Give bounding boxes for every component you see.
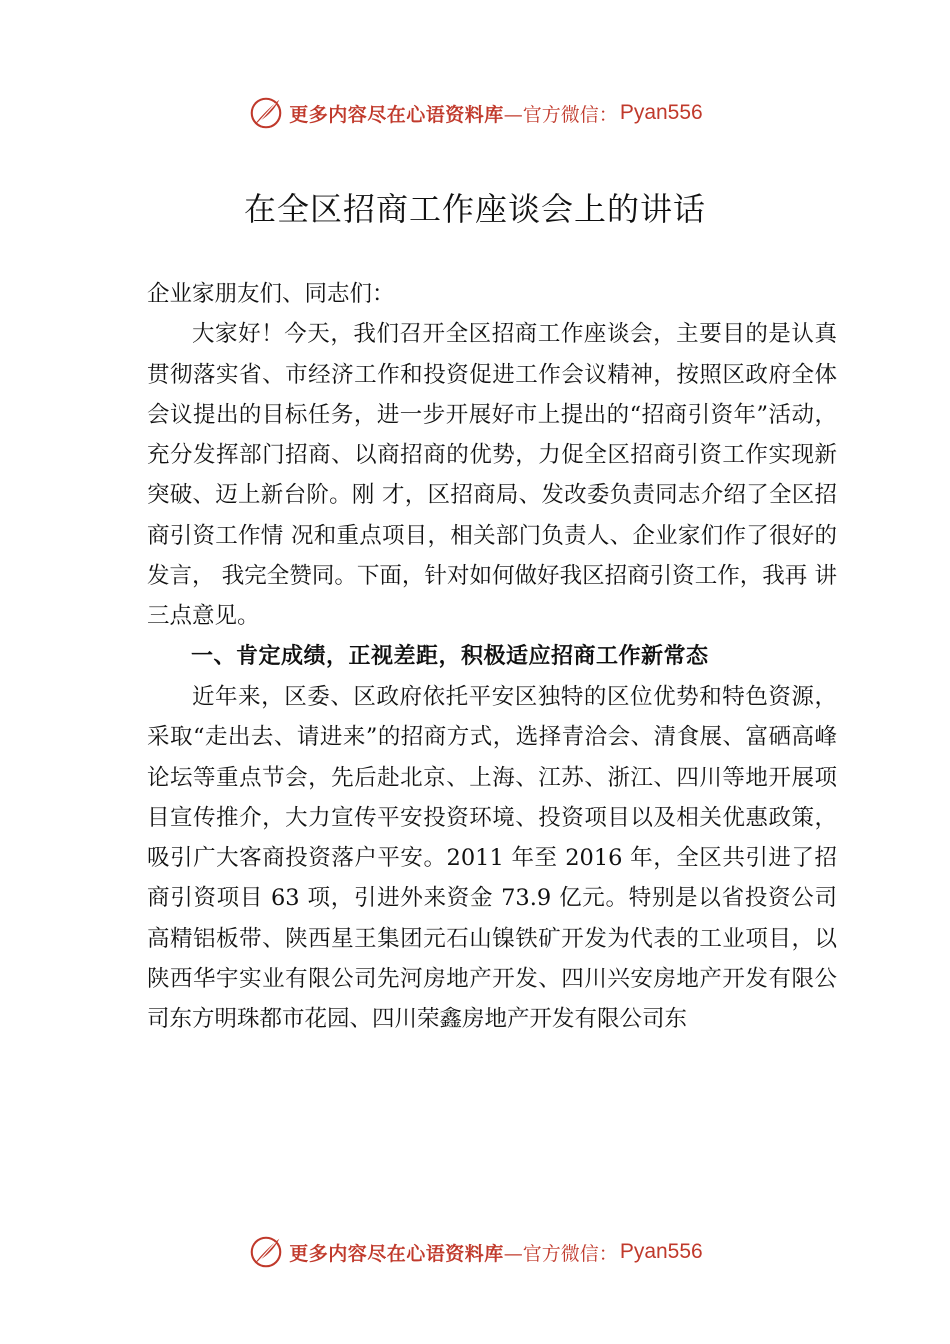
footer-banner — [0, 1232, 950, 1272]
document-title: 在全区招商工作座谈会上的讲话 — [243, 190, 706, 228]
quill-pen-icon — [247, 1233, 285, 1271]
quill-pen-icon — [247, 94, 285, 132]
banner-main-text: 更多内容尽在心语资料库 — [289, 1242, 504, 1265]
banner-sub-text: —官方微信： — [503, 1242, 618, 1265]
paragraph-achievements: 近年来，区委、区政府依托平安区独特的区位优势和特色资源，采取“走出去、请进来”的招商方式，选择青洽会、清食展、富硒高峰论坛等重点节会，先后赴北京、上海、江苏、浙江、四川等地开展项目宣传推介，大力宣传平安投资环境、投资项目以及相关优惠政策，吸引广大客商投资落户平安。2011 年至 2016 年，全区共引进了招商引资项目 63 项，引进外来资金 73.9 亿元。特别是以省投资公司高精铝板带、陕西星王集团元石山镍铁矿开发为代表的工业项目，以陕西华宇实业有限公司先河房地产开发、四川兴安房地产开发有限公司东方明珠都市花园、四川荣鑫房地产开发有限公司东 — [147, 683, 837, 1033]
banner-wechat-id: Pyan556 — [619, 101, 703, 124]
banner-main-text: 更多内容尽在心语资料库 — [289, 103, 504, 126]
banner-sub-text: —官方微信： — [503, 103, 618, 126]
section-heading-1: 一、肯定成绩，正视差距，积极适应招商工作新常态 — [191, 643, 709, 669]
salutation: 企业家朋友们、同志们： — [147, 281, 395, 307]
document-body — [147, 274, 837, 1040]
banner-wechat-id: Pyan556 — [619, 1240, 703, 1263]
header-banner — [0, 93, 950, 133]
paragraph-opening: 大家好！今天，我们召开全区招商工作座谈会，主要目的是认真贯彻落实省、市经济工作和投资促进工作会议精神，按照区政府全体会议提出的目标任务，进一步开展好市上提出的“招商引资年”活动，充分发挥部门招商、以商招商的优势，力促全区招商引资工作实现新突破、迈上新台阶。刚 才，区招商局、发改委负责同志介绍了全区招商引资工作情 况和重点项目，相关部门负责人、企业家们作了很好的发言， 我完全赞同。下面，针对如何做好我区招商引资工作，我再 讲三点意见。 — [147, 321, 837, 630]
